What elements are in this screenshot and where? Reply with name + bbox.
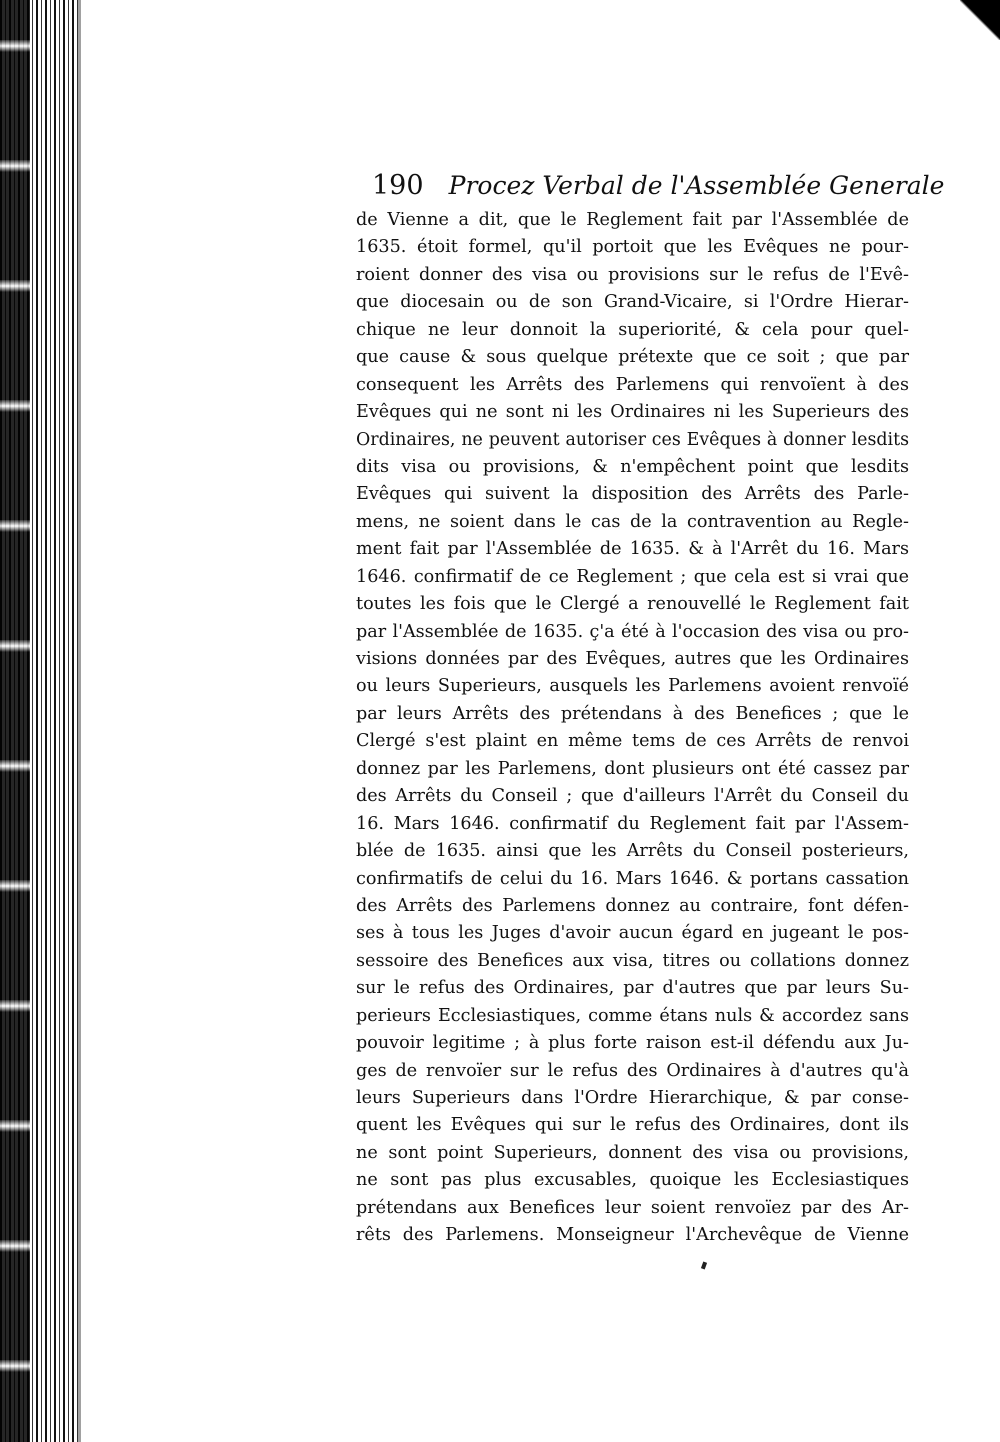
text-line: confirmatifs de celui du 16. Mars 1646. & portans cassation xyxy=(356,868,909,889)
text-line: ment fait par l'Assemblée de 1635. & à l'Arrêt du 16. Mars xyxy=(356,539,909,560)
text-line: Clergé s'est plaint en même tems de ces Arrêts de renvoi xyxy=(356,731,909,752)
body-text xyxy=(356,207,909,1250)
text-line: dits visa ou provisions, & n'empêchent point que lesdits xyxy=(356,456,909,477)
text-line: chique ne leur donnoit la superiorité, & cela pour quel- xyxy=(356,319,909,340)
text-line: ne sont point Superieurs, donnent des visa ou provisions, xyxy=(356,1142,909,1163)
text-line: 1635. étoit formel, qu'il portoit que les Evêques ne pour- xyxy=(356,237,909,258)
text-line: roient donner des visa ou provisions sur le refus de l'Evê- xyxy=(356,264,909,285)
text-line: ou leurs Superieurs, ausquels les Parlemens avoient renvoïé xyxy=(356,676,909,697)
text-line: Evêques qui suivent la disposition des Arrêts des Parle- xyxy=(356,484,909,505)
text-line: 16. Mars 1646. confirmatif du Reglement fait par l'Assem- xyxy=(356,813,909,834)
text-line: prétendans aux Benefices leur soient renvoïez par des Ar- xyxy=(356,1197,909,1218)
text-line: que diocesain ou de son Grand-Vicaire, si l'Ordre Hierar- xyxy=(356,292,909,313)
text-line: toutes les fois que le Clergé a renouvellé le Reglement fait xyxy=(356,594,909,615)
text-line: Ordinaires, ne peuvent autoriser ces Evêques à donner lesdits xyxy=(356,429,909,450)
text-line: donnez par les Parlemens, dont plusieurs ont été cassez par xyxy=(356,758,909,779)
page-number: 190 xyxy=(372,170,424,201)
text-line: par leurs Arrêts des prétendans à des Benefices ; que le xyxy=(356,703,909,724)
text-line: de Vienne a dit, que le Reglement fait par l'Assemblée de xyxy=(356,210,909,230)
text-line: consequent les Arrêts des Parlemens qui renvoïent à des xyxy=(356,374,909,395)
page-edge xyxy=(78,0,81,1442)
text-line: ges de renvoïer sur le refus des Ordinaires à d'autres qu'à xyxy=(356,1060,909,1081)
text-line: pouvoir legitime ; à plus forte raison est-il défendu aux Ju- xyxy=(356,1033,909,1054)
ink-speck xyxy=(701,1262,707,1270)
text-line: visions données par des Evêques, autres que les Ordinaires xyxy=(356,649,909,669)
text-line: des Arrêts du Conseil ; que d'ailleurs l'Arrêt du Conseil du xyxy=(356,786,909,807)
text-line: que cause & sous quelque prétexte que ce soit ; que par xyxy=(356,347,909,368)
text-line: ses à tous les Juges d'avoir aucun égard en jugeant le pos- xyxy=(356,923,909,944)
text-line: 1646. confirmatif de ce Reglement ; que cela est si vrai que xyxy=(356,566,909,587)
text-line: quent les Evêques qui sur le refus des Ordinaires, dont ils xyxy=(356,1115,909,1136)
text-line: ne sont pas plus excusables, quoique les Ecclesiastiques xyxy=(356,1170,909,1191)
text-line: sessoire des Benefices aux visa, titres ou collations donnez xyxy=(356,950,909,971)
text-line: rêts des Parlemens. Monseigneur l'Archevêque de Vienne xyxy=(356,1225,909,1246)
text-line: leurs Superieurs dans l'Ordre Hierarchique, & par conse- xyxy=(356,1088,909,1108)
text-line: mens, ne soient dans le cas de la contravention au Regle- xyxy=(356,511,909,532)
text-line: sur le refus des Ordinaires, par d'autres que par leurs Su- xyxy=(356,978,909,999)
text-line: Evêques qui ne sont ni les Ordinaires ni les Superieurs des xyxy=(356,402,909,423)
text-line: par l'Assemblée de 1635. ç'a été à l'occasion des visa ou pro- xyxy=(356,621,909,642)
text-line: des Arrêts des Parlemens donnez au contraire, font défen- xyxy=(356,895,909,916)
binding-shadow xyxy=(0,0,30,1442)
page-corner xyxy=(960,0,1000,40)
text-line: perieurs Ecclesiastiques, comme étans nuls & accordez sans xyxy=(356,1005,909,1026)
running-title: Procez Verbal de l'Assemblée Generale xyxy=(448,171,945,200)
running-header xyxy=(372,170,945,210)
text-line: blée de 1635. ainsi que les Arrêts du Conseil posterieurs, xyxy=(356,841,909,862)
